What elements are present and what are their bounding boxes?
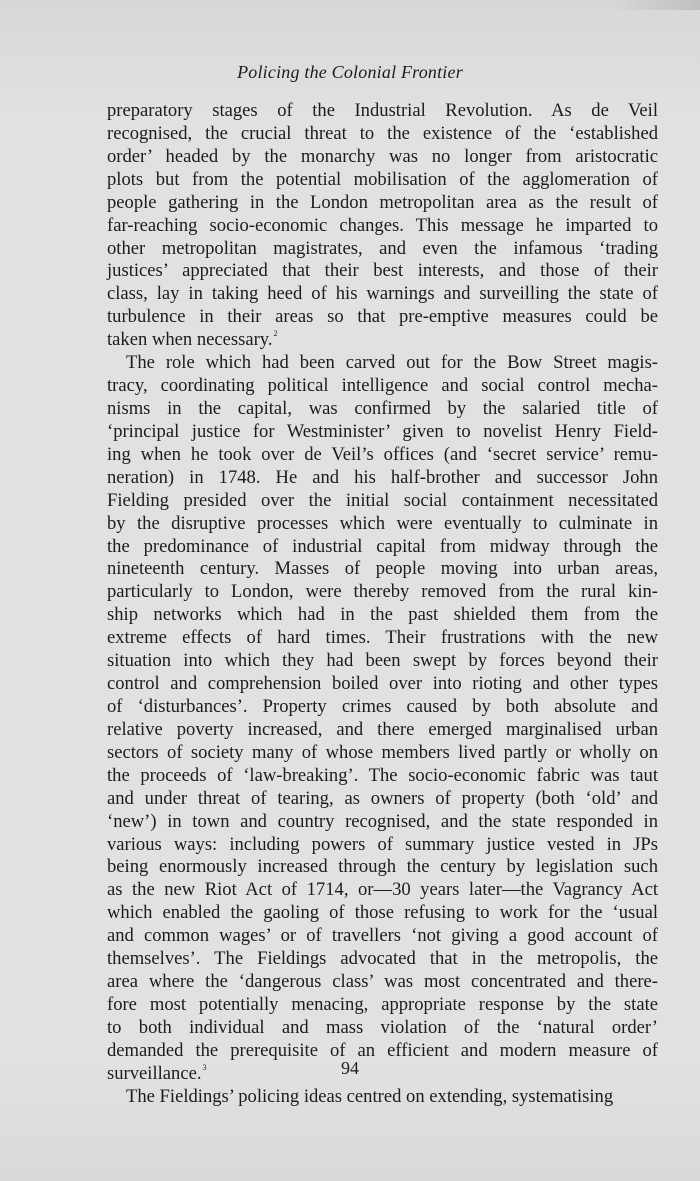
line-text: Fielding presided over the initial social containment necessitated [107,489,658,511]
text-line [107,742,658,765]
text-line [107,627,658,650]
line-text: neration) in 1748. He and his half-brother and successor John [107,466,658,488]
line-text: surveillance. [107,1062,202,1084]
text-line [107,925,658,948]
line-text: order’ headed by the monarchy was no longer from aristocratic [107,145,658,167]
line-text: demanded the prerequisite of an efficient and modern measure of [107,1039,658,1061]
text-line [107,100,658,123]
line-text: of ‘disturbances’. Property crimes caused by both absolute and [107,695,658,717]
text-line [107,581,658,604]
line-text: being enormously increased through the century by legislation such [107,856,658,878]
line-text: ‘principal justice for Westminister’ given to novelist Henry Field- [107,420,658,442]
line-text: as the new Riot Act of 1714, or—30 years later—the Vagrancy Act [107,879,658,901]
line-text: to both individual and mass violation of the ‘natural order’ [107,1016,658,1038]
text-line [107,306,658,329]
text-line [107,192,658,215]
body-text [107,100,658,1109]
text-line [107,834,658,857]
running-head: Policing the Colonial Frontier [237,62,463,82]
line-text: class, lay in taking heed of his warnings and surveilling the state of [107,283,658,305]
text-line [107,948,658,971]
line-text: justices’ appreciated that their best interests, and those of their [107,260,658,282]
text-line [107,490,658,513]
line-text: The Fieldings’ policing ideas centred on extending, systematising [126,1085,614,1107]
line-text: ship networks which had in the past shielded them from the [107,604,658,626]
line-text: particularly to London, were thereby removed from the rural kin- [107,581,658,603]
line-text: control and comprehension boiled over into rioting and other types [107,673,658,695]
line-text: preparatory stages of the Industrial Revolution. As de Veil [107,100,658,121]
text-line [107,444,658,467]
line-text: themselves’. The Fieldings advocated that in the metropolis, the [107,948,658,970]
page-number: 94 [341,1058,359,1078]
text-line [107,123,658,146]
footnote-marker: 3 [202,1062,207,1072]
text-line [107,329,658,352]
text-line [107,811,658,834]
text-line [107,788,658,811]
text-line [107,467,658,490]
text-line [107,398,658,421]
line-text: nineteenth century. Masses of people moving into urban areas, [107,558,658,580]
line-text: fore most potentially menacing, appropriate response by the state [107,993,658,1015]
line-text: turbulence in their areas so that pre-emptive measures could be [107,306,658,328]
line-text: which enabled the gaoling of those refusing to work for the ‘usual [107,902,658,924]
text-line [107,513,658,536]
text-line [107,421,658,444]
text-line [107,971,658,994]
text-line [107,352,658,375]
line-text: sectors of society many of whose members lived partly or wholly on [107,741,658,763]
line-text: area where the ‘dangerous class’ was most concentrated and there- [107,971,658,993]
line-text: by the disruptive processes which were eventually to culminate in [107,512,658,534]
line-text: extreme effects of hard times. Their frustrations with the new [107,627,658,649]
line-text: nisms in the capital, was confirmed by the salaried title of [107,397,658,419]
text-line [107,283,658,306]
line-text: ing when he took over de Veil’s offices (and ‘secret service’ remu- [107,443,658,465]
text-line [107,604,658,627]
text-line [107,765,658,788]
text-line [107,146,658,169]
text-line [107,902,658,925]
line-text: ‘new’) in town and country recognised, and the state responded in [107,810,658,832]
text-line [107,856,658,879]
text-line [107,169,658,192]
text-line [107,994,658,1017]
line-text: people gathering in the London metropolitan area as the result of [107,191,658,213]
text-line [107,719,658,742]
line-text: recognised, the crucial threat to the existence of the ‘established [107,122,658,144]
line-text: tracy, coordinating political intelligence and social control mecha- [107,375,658,397]
line-text: relative poverty increased, and there emerged marginalised urban [107,718,658,740]
text-line [107,1017,658,1040]
text-line [107,215,658,238]
line-text: taken when necessary. [107,329,273,351]
text-line [107,879,658,902]
footnote-marker: 2 [273,329,278,339]
line-text: plots but from the potential mobilisation of the agglomeration of [107,168,658,190]
text-line [107,650,658,673]
line-text: and under threat of tearing, as owners of property (both ‘old’ and [107,787,658,809]
line-text: the predominance of industrial capital from midway through the [107,535,658,557]
line-text: The role which had been carved out for the Bow Street magis- [126,352,658,374]
text-line [107,238,658,261]
text-line [107,696,658,719]
line-text: the proceeds of ‘law-breaking’. The socio-economic fabric was taut [107,764,658,786]
text-line [107,1086,658,1109]
text-line [107,673,658,696]
text-line [107,375,658,398]
line-text: and common wages’ or of travellers ‘not giving a good account of [107,925,658,947]
text-line [107,260,658,283]
line-text: far-reaching socio-economic changes. This message he imparted to [107,214,658,236]
line-text: various ways: including powers of summary justice vested in JPs [107,833,658,855]
line-text: situation into which they had been swept by forces beyond their [107,650,658,672]
line-text: other metropolitan magistrates, and even the infamous ‘trading [107,237,658,259]
text-line [107,558,658,581]
page-corner-shading [610,0,700,10]
text-line [107,536,658,559]
